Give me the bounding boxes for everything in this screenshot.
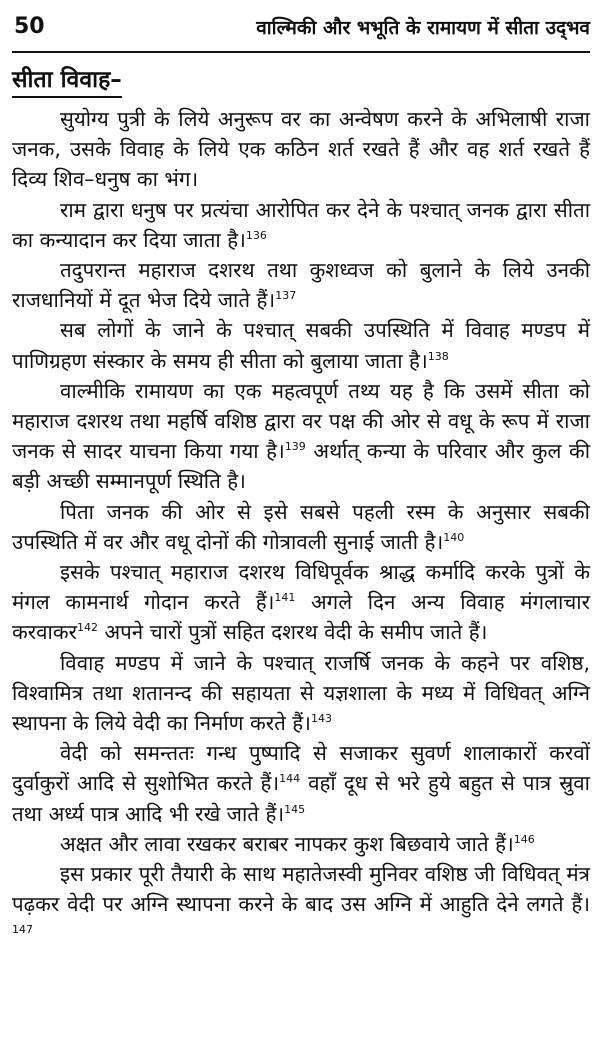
body-text xyxy=(12,104,590,950)
footnote-ref: 142 xyxy=(76,621,98,635)
paragraph: राम द्वारा धनुष पर प्रत्यंचा आरोपित कर देने के पश्चात् जनक द्वारा सीता का कन्यादान कर दिया जाता है।$^{136}$ xyxy=(12,197,590,252)
header-rule xyxy=(12,51,590,53)
footnote-ref: 136 xyxy=(245,228,267,242)
book-page xyxy=(12,0,590,950)
footnote-ref: 147 xyxy=(12,923,33,937)
running-title: वाल्मिकी और भभूति के रामायण में सीता उद्‌भव xyxy=(256,17,590,39)
section-heading: सीता विवाह– xyxy=(12,66,122,98)
footnote-ref: 143 xyxy=(310,712,332,726)
footnote-ref: 144 xyxy=(279,772,301,786)
paragraph: इसके पश्चात् महाराज दशरथ विधिपूर्वक श्राद्ध कर्मादि करके पुत्रों के मंगल कामनार्थ गोदान करते हैं।$^{141}$ अगले दिन अन्य विवाह मंगलाचार करवाकर$^{142}$ अपने चारों पुत्रों सहित दशरथ वेदी के समीप जाते हैं। xyxy=(12,560,590,645)
paragraph: सुयोग्य पुत्री के लिये अनुरूप वर का अन्वेषण करने के अभिलाषी राजा जनक, उसके विवाह के लिये एक कठिन शर्त रखते हैं और वह शर्त रखते हैं दिव्य शिव–धनुष का भंग। xyxy=(12,107,590,192)
footnote-ref: 146 xyxy=(513,833,535,847)
footnote-ref: 141 xyxy=(274,591,296,605)
footnote-ref: 137 xyxy=(275,289,297,303)
footnote-ref: 140 xyxy=(443,531,465,545)
paragraph: अक्षत और लावा रखकर बराबर नापकर कुश बिछवाये जाते हैं।$^{146}$ xyxy=(60,831,535,856)
paragraph: पिता जनक की ओर से इसे सबसे पहली रस्म के अनुसार सबकी उपस्थिति में वर और वधू दोनों की गोत्रावली सुनाई जाती है।$^{140}$ xyxy=(12,499,590,554)
paragraph: इस प्रकार पूरी तैयारी के साथ महातेजस्वी मुनिवर वशिष्ठ जी विधिवत् मंत्र पढ़कर वेदी पर अग्नि स्थापना करने के बाद उस अग्नि में आहुति देने लगते हैं।$^{147}$ xyxy=(12,862,590,937)
footnote-ref: 139 xyxy=(284,440,306,454)
paragraph: विवाह मण्डप में जाने के पश्चात् राजर्षि जनक के कहने पर वशिष्ठ, विश्वामित्र तथा शतानन्द की सहायता से यज्ञशाला के मध्य में विधिवत् अग्नि स्थापना के लिये वेदी का निर्माण करते हैं।$^{143}$ xyxy=(12,650,590,736)
footnote-ref: 138 xyxy=(427,349,449,363)
footnote-ref: 145 xyxy=(284,802,306,816)
page-header xyxy=(12,0,590,44)
paragraph: सब लोगों के जाने के पश्चात् सबकी उपस्थिति में विवाह मण्डप में पाणिग्रहण संस्कार के समय ही सीता को बुलाया जाता है।$^{138}$ xyxy=(12,318,590,373)
paragraph: तदुपरान्त महाराज दशरथ तथा कुशध्वज को बुलाने के लिये उनकी राजधानियों में दूत भेज दिये जाते हैं।$^{137}$ xyxy=(12,258,590,313)
page-number: 50 xyxy=(14,14,45,39)
paragraph: वाल्मीकि रामायण का एक महत्वपूर्ण तथ्य यह है कि उसमें सीता को महाराज दशरथ तथा महर्षि वशिष्ठ द्वारा वर पक्ष की ओर से वधू के रूप में राजा जनक से सादर याचना किया गया है।$^{139}$ अर्थात् कन्या के परिवार और कुल की बड़ी अच्छी सम्मानपूर्ण स्थिति है। xyxy=(12,378,591,494)
paragraph: वेदी को समन्ततः गन्ध पुष्पादि से सजाकर सुवर्ण शालाकारों करवों दुर्वाकुरों आदि से सुशोभित करते हैं।$^{144}$ वहाँ दूध से भरे हुये बहुत से पात्र स्रुवा तथा अर्ध्य पात्र आदि भी रखे जाते हैं।$^{145}$ xyxy=(12,741,590,826)
